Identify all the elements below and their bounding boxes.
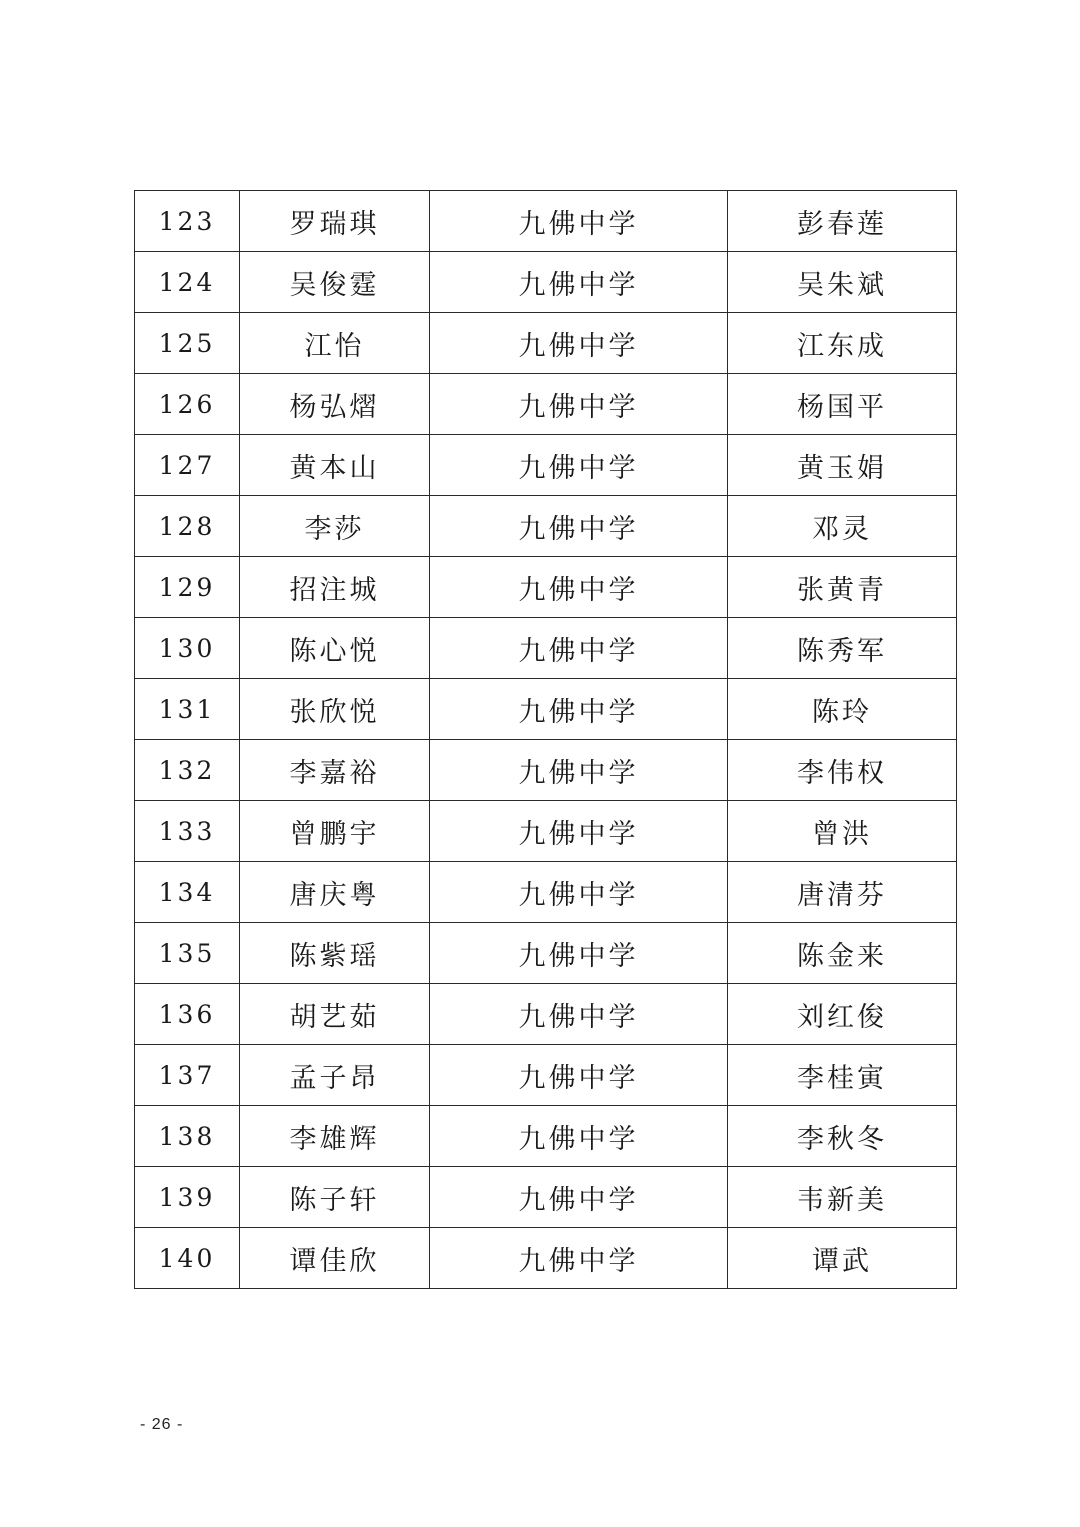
cell-student-name: 胡艺茹 [240, 984, 430, 1045]
cell-teacher: 陈秀军 [728, 618, 957, 679]
cell-teacher: 曾洪 [728, 801, 957, 862]
cell-school: 九佛中学 [430, 374, 728, 435]
cell-teacher: 彭春莲 [728, 191, 957, 252]
cell-school: 九佛中学 [430, 618, 728, 679]
cell-teacher: 邓灵 [728, 496, 957, 557]
cell-student-name: 李莎 [240, 496, 430, 557]
cell-student-name: 李嘉裕 [240, 740, 430, 801]
cell-number: 125 [135, 313, 240, 374]
cell-school: 九佛中学 [430, 740, 728, 801]
table-row [135, 923, 957, 984]
cell-school: 九佛中学 [430, 923, 728, 984]
cell-number: 129 [135, 557, 240, 618]
cell-teacher: 韦新美 [728, 1167, 957, 1228]
cell-teacher: 刘红俊 [728, 984, 957, 1045]
cell-number: 133 [135, 801, 240, 862]
cell-student-name: 孟子昂 [240, 1045, 430, 1106]
cell-student-name: 谭佳欣 [240, 1228, 430, 1289]
cell-number: 136 [135, 984, 240, 1045]
cell-teacher: 杨国平 [728, 374, 957, 435]
cell-teacher: 李伟权 [728, 740, 957, 801]
cell-school: 九佛中学 [430, 984, 728, 1045]
table-row [135, 1045, 957, 1106]
table-row [135, 374, 957, 435]
table-row [135, 435, 957, 496]
page-number: - 26 - [140, 1416, 184, 1433]
cell-teacher: 陈金来 [728, 923, 957, 984]
cell-student-name: 张欣悦 [240, 679, 430, 740]
cell-student-name: 唐庆粤 [240, 862, 430, 923]
table-row [135, 618, 957, 679]
cell-teacher: 陈玲 [728, 679, 957, 740]
cell-teacher: 江东成 [728, 313, 957, 374]
table-row [135, 679, 957, 740]
cell-number: 138 [135, 1106, 240, 1167]
cell-number: 140 [135, 1228, 240, 1289]
cell-student-name: 杨弘熠 [240, 374, 430, 435]
cell-number: 124 [135, 252, 240, 313]
cell-school: 九佛中学 [430, 1106, 728, 1167]
cell-student-name: 江怡 [240, 313, 430, 374]
roster-table [134, 190, 957, 1289]
cell-number: 139 [135, 1167, 240, 1228]
cell-number: 128 [135, 496, 240, 557]
cell-school: 九佛中学 [430, 679, 728, 740]
table-row [135, 1167, 957, 1228]
cell-number: 131 [135, 679, 240, 740]
cell-teacher: 唐清芬 [728, 862, 957, 923]
cell-number: 134 [135, 862, 240, 923]
cell-teacher: 吴朱斌 [728, 252, 957, 313]
cell-school: 九佛中学 [430, 1167, 728, 1228]
cell-student-name: 黄本山 [240, 435, 430, 496]
cell-student-name: 李雄辉 [240, 1106, 430, 1167]
cell-school: 九佛中学 [430, 1228, 728, 1289]
cell-number: 130 [135, 618, 240, 679]
cell-teacher: 谭武 [728, 1228, 957, 1289]
cell-teacher: 张黄青 [728, 557, 957, 618]
cell-number: 123 [135, 191, 240, 252]
cell-school: 九佛中学 [430, 1045, 728, 1106]
cell-number: 135 [135, 923, 240, 984]
cell-student-name: 曾鹏宇 [240, 801, 430, 862]
table-row [135, 313, 957, 374]
cell-school: 九佛中学 [430, 557, 728, 618]
table-row [135, 557, 957, 618]
table-row [135, 1228, 957, 1289]
cell-number: 126 [135, 374, 240, 435]
cell-school: 九佛中学 [430, 496, 728, 557]
table-row [135, 801, 957, 862]
cell-teacher: 李秋冬 [728, 1106, 957, 1167]
table-row [135, 252, 957, 313]
cell-student-name: 陈子轩 [240, 1167, 430, 1228]
cell-student-name: 招注城 [240, 557, 430, 618]
cell-student-name: 罗瑞琪 [240, 191, 430, 252]
cell-number: 132 [135, 740, 240, 801]
cell-school: 九佛中学 [430, 862, 728, 923]
roster-table-body [135, 191, 957, 1289]
table-row [135, 1106, 957, 1167]
table-row [135, 496, 957, 557]
table-row [135, 862, 957, 923]
cell-school: 九佛中学 [430, 313, 728, 374]
cell-teacher: 黄玉娟 [728, 435, 957, 496]
cell-student-name: 陈心悦 [240, 618, 430, 679]
cell-number: 137 [135, 1045, 240, 1106]
cell-number: 127 [135, 435, 240, 496]
cell-student-name: 吴俊霆 [240, 252, 430, 313]
cell-school: 九佛中学 [430, 191, 728, 252]
cell-student-name: 陈紫瑶 [240, 923, 430, 984]
cell-school: 九佛中学 [430, 801, 728, 862]
cell-school: 九佛中学 [430, 252, 728, 313]
table-row [135, 191, 957, 252]
cell-teacher: 李桂寅 [728, 1045, 957, 1106]
cell-school: 九佛中学 [430, 435, 728, 496]
table-row [135, 984, 957, 1045]
table-row [135, 740, 957, 801]
